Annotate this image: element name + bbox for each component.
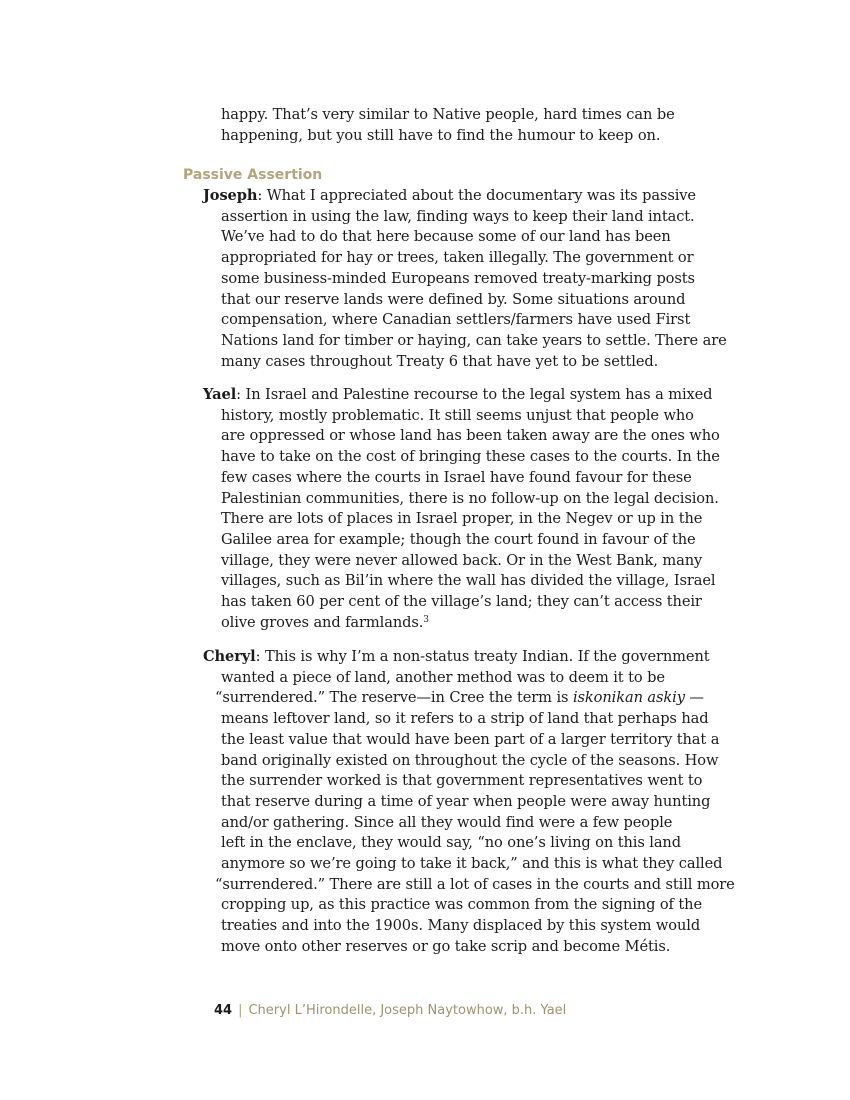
- paragraph-line: Galilee area for example; though the court found in favour of the: [221, 530, 696, 548]
- cree-term: iskonikan askiy: [572, 689, 685, 707]
- paragraph-line: compensation, where Canadian settlers/farmers have used First: [221, 311, 691, 329]
- lead-paragraph: [221, 105, 681, 146]
- paragraph-line: the surrender worked is that government representatives went to: [221, 772, 703, 790]
- speaker-name: Joseph: [203, 187, 258, 204]
- paragraph-first-line: : In Israel and Palestine recourse to the legal system has a mixed: [236, 386, 713, 403]
- paragraph-line: villages, such as Bil’in where the wall has divided the village, Israel: [221, 572, 716, 590]
- paragraph-line: have to take on the cost of bringing these cases to the courts. In the: [221, 448, 720, 466]
- paragraph-line: appropriated for hay or trees, taken illegally. The government or: [221, 249, 694, 267]
- paragraph-line: the least value that would have been part of a larger territory that a: [221, 730, 720, 748]
- paragraph-first-line: : This is why I’m a non-status treaty Indian. If the government: [255, 648, 710, 665]
- paragraph-joseph: [203, 186, 727, 372]
- paragraph-first-line: : What I appreciated about the documentary was its passive: [257, 187, 696, 204]
- page-footer: [214, 1003, 566, 1018]
- paragraph-line: treaties and into the 1900s. Many displaced by this system would: [221, 917, 701, 935]
- speaker-name: Cheryl: [203, 648, 256, 665]
- lead-line: happening, but you still have to find the humour to keep on.: [221, 126, 661, 144]
- paragraph-line: move onto other reserves or go take scrip and become Métis.: [221, 937, 671, 955]
- paragraph-line: few cases where the courts in Israel have found favour for these: [221, 468, 692, 486]
- paragraph-line: There are lots of places in Israel proper, in the Negev or up in the: [221, 510, 703, 528]
- paragraph-line: band originally existed on throughout the cycle of the seasons. How: [221, 751, 719, 769]
- lead-line: happy. That’s very similar to Native people, hard times can be: [221, 106, 675, 123]
- paragraph-line: “surrendered.” The reserve—in Cree the term is iskonikan askiy —: [215, 689, 704, 707]
- paragraph-line: assertion in using the law, finding ways to keep their land intact.: [221, 207, 695, 225]
- paragraph-line: anymore so we’re going to take it back,” and this is what they called: [221, 855, 723, 873]
- paragraph-line: history, mostly problematic. It still seems unjust that people who: [221, 406, 694, 424]
- section-heading: Passive Assertion: [183, 167, 323, 183]
- footer-authors: Cheryl L’Hirondelle, Joseph Naytowhow, b.h. Yael: [248, 1003, 567, 1018]
- paragraph-line: We’ve had to do that here because some of our land has been: [221, 228, 671, 246]
- paragraph-line: left in the enclave, they would say, “no one’s living on this land: [221, 834, 681, 852]
- footer-separator: |: [238, 1003, 243, 1018]
- paragraph-line: olive groves and farmlands.: [221, 613, 424, 631]
- paragraph-line: has taken 60 per cent of the village’s land; they can’t access their: [221, 593, 702, 611]
- paragraph-cheryl: [203, 647, 735, 958]
- paragraph-line: are oppressed or whose land has been taken away are the ones who: [221, 427, 720, 445]
- footnote-marker[interactable]: 3: [423, 614, 429, 625]
- paragraph-line: Palestinian communities, there is no follow-up on the legal decision.: [221, 489, 719, 507]
- speaker-name: Yael: [203, 386, 237, 403]
- paragraph-line: that our reserve lands were defined by. Some situations around: [221, 290, 686, 308]
- paragraph-line: that reserve during a time of year when people were away hunting: [221, 792, 711, 810]
- paragraph-line: many cases throughout Treaty 6 that have yet to be settled.: [221, 352, 659, 370]
- paragraph-line: means leftover land, so it refers to a strip of land that perhaps had: [221, 710, 709, 728]
- paragraph-line: village, they were never allowed back. Or in the West Bank, many: [221, 551, 703, 569]
- paragraph-line: “surrendered.” There are still a lot of cases in the courts and still more: [215, 875, 735, 893]
- paragraph-yael: [203, 385, 720, 633]
- paragraph-line: cropping up, as this practice was common from the signing of the: [221, 896, 702, 914]
- paragraph-line: Nations land for timber or haying, can take years to settle. There are: [221, 331, 727, 349]
- paragraph-line: and/or gathering. Since all they would find were a few people: [221, 813, 673, 831]
- paragraph-line: some business-minded Europeans removed treaty-marking posts: [221, 269, 695, 287]
- page-number: 44: [214, 1003, 233, 1018]
- paragraph-line: wanted a piece of land, another method was to deem it to be: [221, 668, 665, 686]
